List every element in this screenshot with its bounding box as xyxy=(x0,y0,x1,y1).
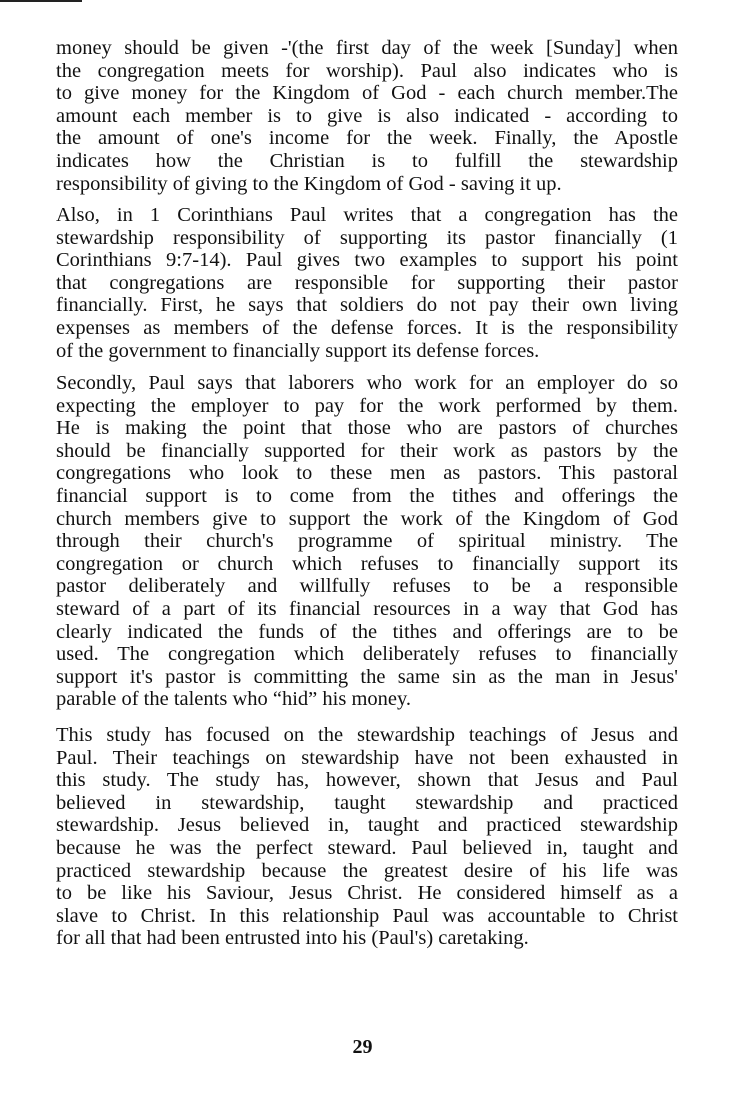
text-line: stewardship. Jesus believed in, taught and practiced stewardship xyxy=(56,814,678,837)
text-line: believed in stewardship, taught stewardship and practiced xyxy=(56,791,678,814)
paragraph xyxy=(56,372,678,711)
text-line: of the government to financially support its defense forces. xyxy=(56,339,540,362)
text-line: steward of a part of its financial resources in a way that God has xyxy=(56,597,678,620)
text-line: clearly indicated the funds of the tithes and offerings are to be xyxy=(56,620,678,643)
text-line: practiced stewardship because the greatest desire of his life was xyxy=(56,859,678,882)
text-line: the congregation meets for worship). Paul also indicates who is xyxy=(56,59,678,82)
text-line: through their church's programme of spiritual ministry. The xyxy=(56,530,678,553)
text-line: this study. The study has, however, shown that Jesus and Paul xyxy=(56,769,678,792)
text-line: because he was the perfect steward. Paul believed in, taught and xyxy=(56,836,678,859)
text-line: stewardship responsibility of supporting its pastor financially (1 xyxy=(56,226,678,249)
text-line: used. The congregation which deliberately refuses to financially xyxy=(56,643,678,666)
text-line: responsibility of giving to the Kingdom of God - saving it up. xyxy=(56,172,562,195)
text-line: amount each member is to give is also indicated - according to xyxy=(56,104,678,127)
text-line: expenses as members of the defense forces. It is the responsibility xyxy=(56,316,678,339)
text-line: to be like his Saviour, Jesus Christ. He considered himself as a xyxy=(56,882,678,905)
text-line: expecting the employer to pay for the work performed by them. xyxy=(56,394,678,417)
text-line: Corinthians 9:7-14). Paul gives two examples to support his point xyxy=(56,249,678,272)
paragraph xyxy=(56,724,678,950)
text-line: indicates how the Christian is to fulfill the stewardship xyxy=(56,149,678,172)
text-line: financially. First, he says that soldiers do not pay their own living xyxy=(56,294,678,317)
text-line: to give money for the Kingdom of God - each church member.The xyxy=(56,82,678,105)
text-line: that congregations are responsible for supporting their pastor xyxy=(56,271,678,294)
text-line: He is making the point that those who are pastors of churches xyxy=(56,417,678,440)
text-line: money should be given -'(the first day of the week [Sunday] when xyxy=(56,37,678,59)
page-number: 29 xyxy=(352,1036,373,1058)
text-line: for all that had been entrusted into his (Paul's) caretaking. xyxy=(56,927,529,950)
text-line: church members give to support the work of the Kingdom of God xyxy=(56,507,678,530)
scan-edge-mark xyxy=(0,0,82,2)
text-line: This study has focused on the stewardship teachings of Jesus and xyxy=(56,724,678,746)
paragraph xyxy=(56,204,678,362)
text-line: Paul. Their teachings on stewardship have not been exhausted in xyxy=(56,746,678,769)
text-line: congregation or church which refuses to financially support its xyxy=(56,552,678,575)
text-line: the amount of one's income for the week. Finally, the Apostle xyxy=(56,127,678,150)
text-line: Secondly, Paul says that laborers who work for an employer do so xyxy=(56,372,678,394)
text-line: should be financially supported for their work as pastors by the xyxy=(56,439,678,462)
paragraph xyxy=(56,37,678,195)
text-line: parable of the talents who “hid” his money. xyxy=(56,688,412,711)
text-line: congregations who look to these men as pastors. This pastoral xyxy=(56,462,678,485)
text-line: slave to Christ. In this relationship Paul was accountable to Christ xyxy=(56,904,678,927)
text-line: Also, in 1 Corinthians Paul writes that a congregation has the xyxy=(56,204,678,226)
text-line: pastor deliberately and willfully refuses to be a responsible xyxy=(56,575,678,598)
text-line: financial support is to come from the tithes and offerings the xyxy=(56,484,678,507)
text-line: support it's pastor is committing the same sin as the man in Jesus' xyxy=(56,665,678,688)
